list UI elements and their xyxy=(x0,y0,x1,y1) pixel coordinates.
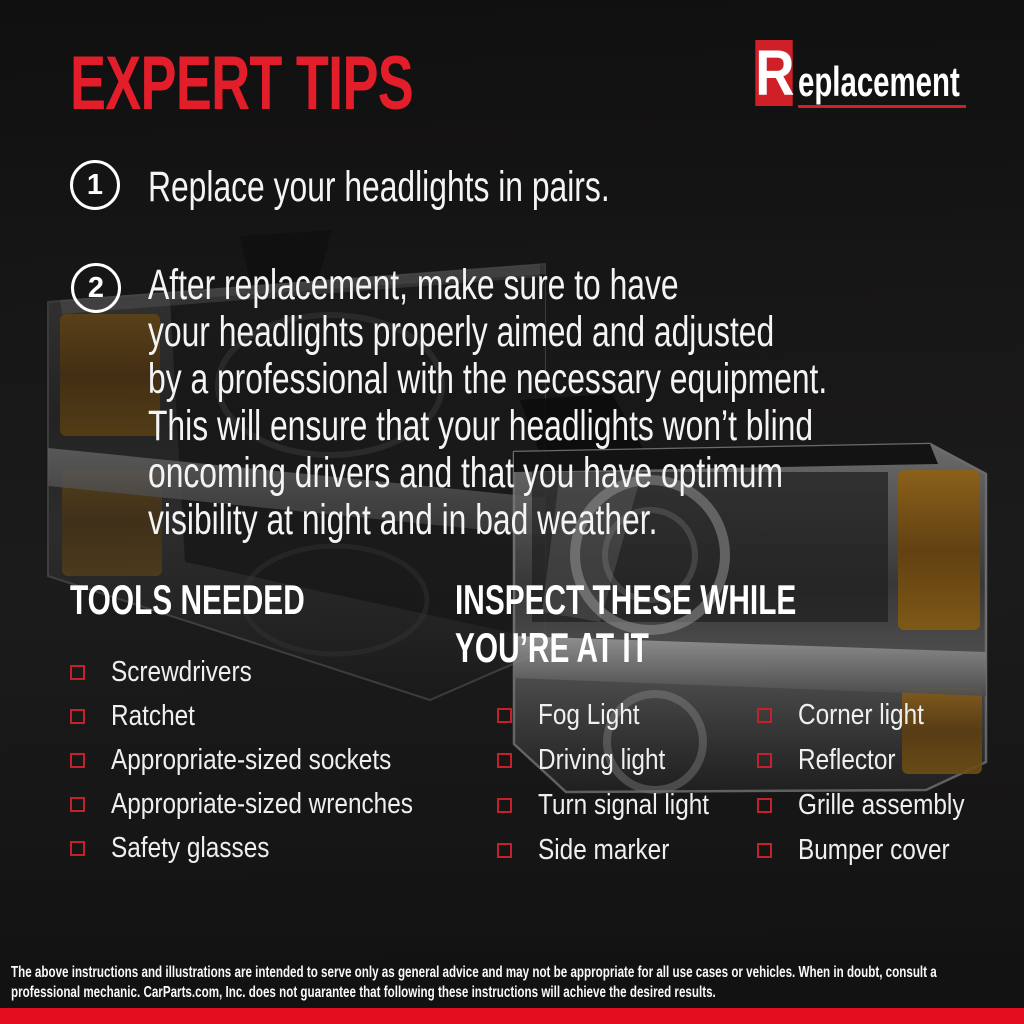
list-item xyxy=(497,738,742,783)
tip-2-line: visibility at night and in bad weather. xyxy=(148,496,658,544)
disclaimer-text-line: professional mechanic. CarParts.com, Inc. does not guarantee that following these instructions will achieve the desired results. xyxy=(11,984,716,1001)
red-square-bullet-icon xyxy=(70,797,85,812)
page-title: EXPERT TIPS xyxy=(70,41,414,126)
replacement-brand-logo xyxy=(752,37,967,109)
list-item xyxy=(497,693,742,738)
inspect-item-label: Grille assembly xyxy=(798,789,965,821)
inspect-heading xyxy=(455,576,796,672)
red-square-bullet-icon xyxy=(70,753,85,768)
logo-wordmark: eplacement xyxy=(798,58,960,105)
logo-underline xyxy=(798,105,966,108)
inspect-item-label: Side marker xyxy=(538,834,670,866)
red-square-bullet-icon xyxy=(70,665,85,680)
inspect-item-label: Turn signal light xyxy=(538,789,710,821)
tip-2-text xyxy=(148,262,827,544)
tool-item-label: Screwdrivers xyxy=(111,655,252,688)
step-2-number-badge xyxy=(71,263,121,313)
tools-needed-heading: TOOLS NEEDED xyxy=(70,576,305,623)
inspect-item-label: Fog Light xyxy=(538,699,640,731)
tools-list xyxy=(70,650,470,870)
red-square-bullet-icon xyxy=(757,798,772,813)
tip-2-line: by a professional with the necessary equipment. xyxy=(148,355,828,403)
red-square-bullet-icon xyxy=(70,841,85,856)
step-1-number-badge xyxy=(70,160,120,210)
red-square-bullet-icon xyxy=(757,708,772,723)
list-item xyxy=(70,738,470,782)
red-square-bullet-icon xyxy=(757,753,772,768)
step-1-number: 1 xyxy=(86,168,104,201)
inspect-item-label: Bumper cover xyxy=(798,834,950,866)
red-square-bullet-icon xyxy=(497,708,512,723)
red-square-bullet-icon xyxy=(497,753,512,768)
red-square-bullet-icon xyxy=(757,843,772,858)
tip-1-text xyxy=(148,164,610,211)
list-item xyxy=(497,828,742,873)
tip-2-line: oncoming drivers and that you have optimum xyxy=(148,449,783,497)
list-item xyxy=(757,828,996,873)
disclaimer-text-line: The above instructions and illustrations are intended to serve only as general advice and may not be appropriate for all use cases or vehicles. When in doubt, consult a xyxy=(11,964,937,981)
tip-2-line: This will ensure that your headlights won’t blind xyxy=(148,402,814,450)
inspect-item-label: Driving light xyxy=(538,744,666,776)
list-item xyxy=(757,783,996,828)
step-2-number: 2 xyxy=(87,271,105,304)
red-square-bullet-icon xyxy=(497,798,512,813)
list-item xyxy=(70,650,470,694)
tip-2-line: your headlights properly aimed and adjusted xyxy=(148,308,775,356)
red-square-bullet-icon xyxy=(497,843,512,858)
list-item xyxy=(70,694,470,738)
inspect-list-column-2 xyxy=(757,693,996,873)
tool-item-label: Appropriate-sized sockets xyxy=(111,743,392,776)
tool-item-label: Safety glasses xyxy=(111,831,270,864)
red-square-bullet-icon xyxy=(70,709,85,724)
list-item xyxy=(757,693,996,738)
bottom-red-stripe xyxy=(0,1008,1024,1024)
tool-item-label: Ratchet xyxy=(111,699,195,732)
inspect-item-label: Reflector xyxy=(798,744,896,776)
list-item xyxy=(70,782,470,826)
tip-1-line: Replace your headlights in pairs. xyxy=(148,163,610,211)
logo-r-badge: R xyxy=(755,37,795,109)
inspect-item-label: Corner light xyxy=(798,699,924,731)
disclaimer-bar xyxy=(0,955,1024,1008)
list-item xyxy=(757,738,996,783)
list-item xyxy=(70,826,470,870)
tip-2-line: After replacement, make sure to have xyxy=(148,261,679,309)
tool-item-label: Appropriate-sized wrenches xyxy=(111,787,413,820)
inspect-heading-line: YOU’RE AT IT xyxy=(455,624,649,671)
inspect-heading-line: INSPECT THESE WHILE xyxy=(455,576,797,623)
list-item xyxy=(497,783,742,828)
inspect-list-column-1 xyxy=(497,693,742,873)
